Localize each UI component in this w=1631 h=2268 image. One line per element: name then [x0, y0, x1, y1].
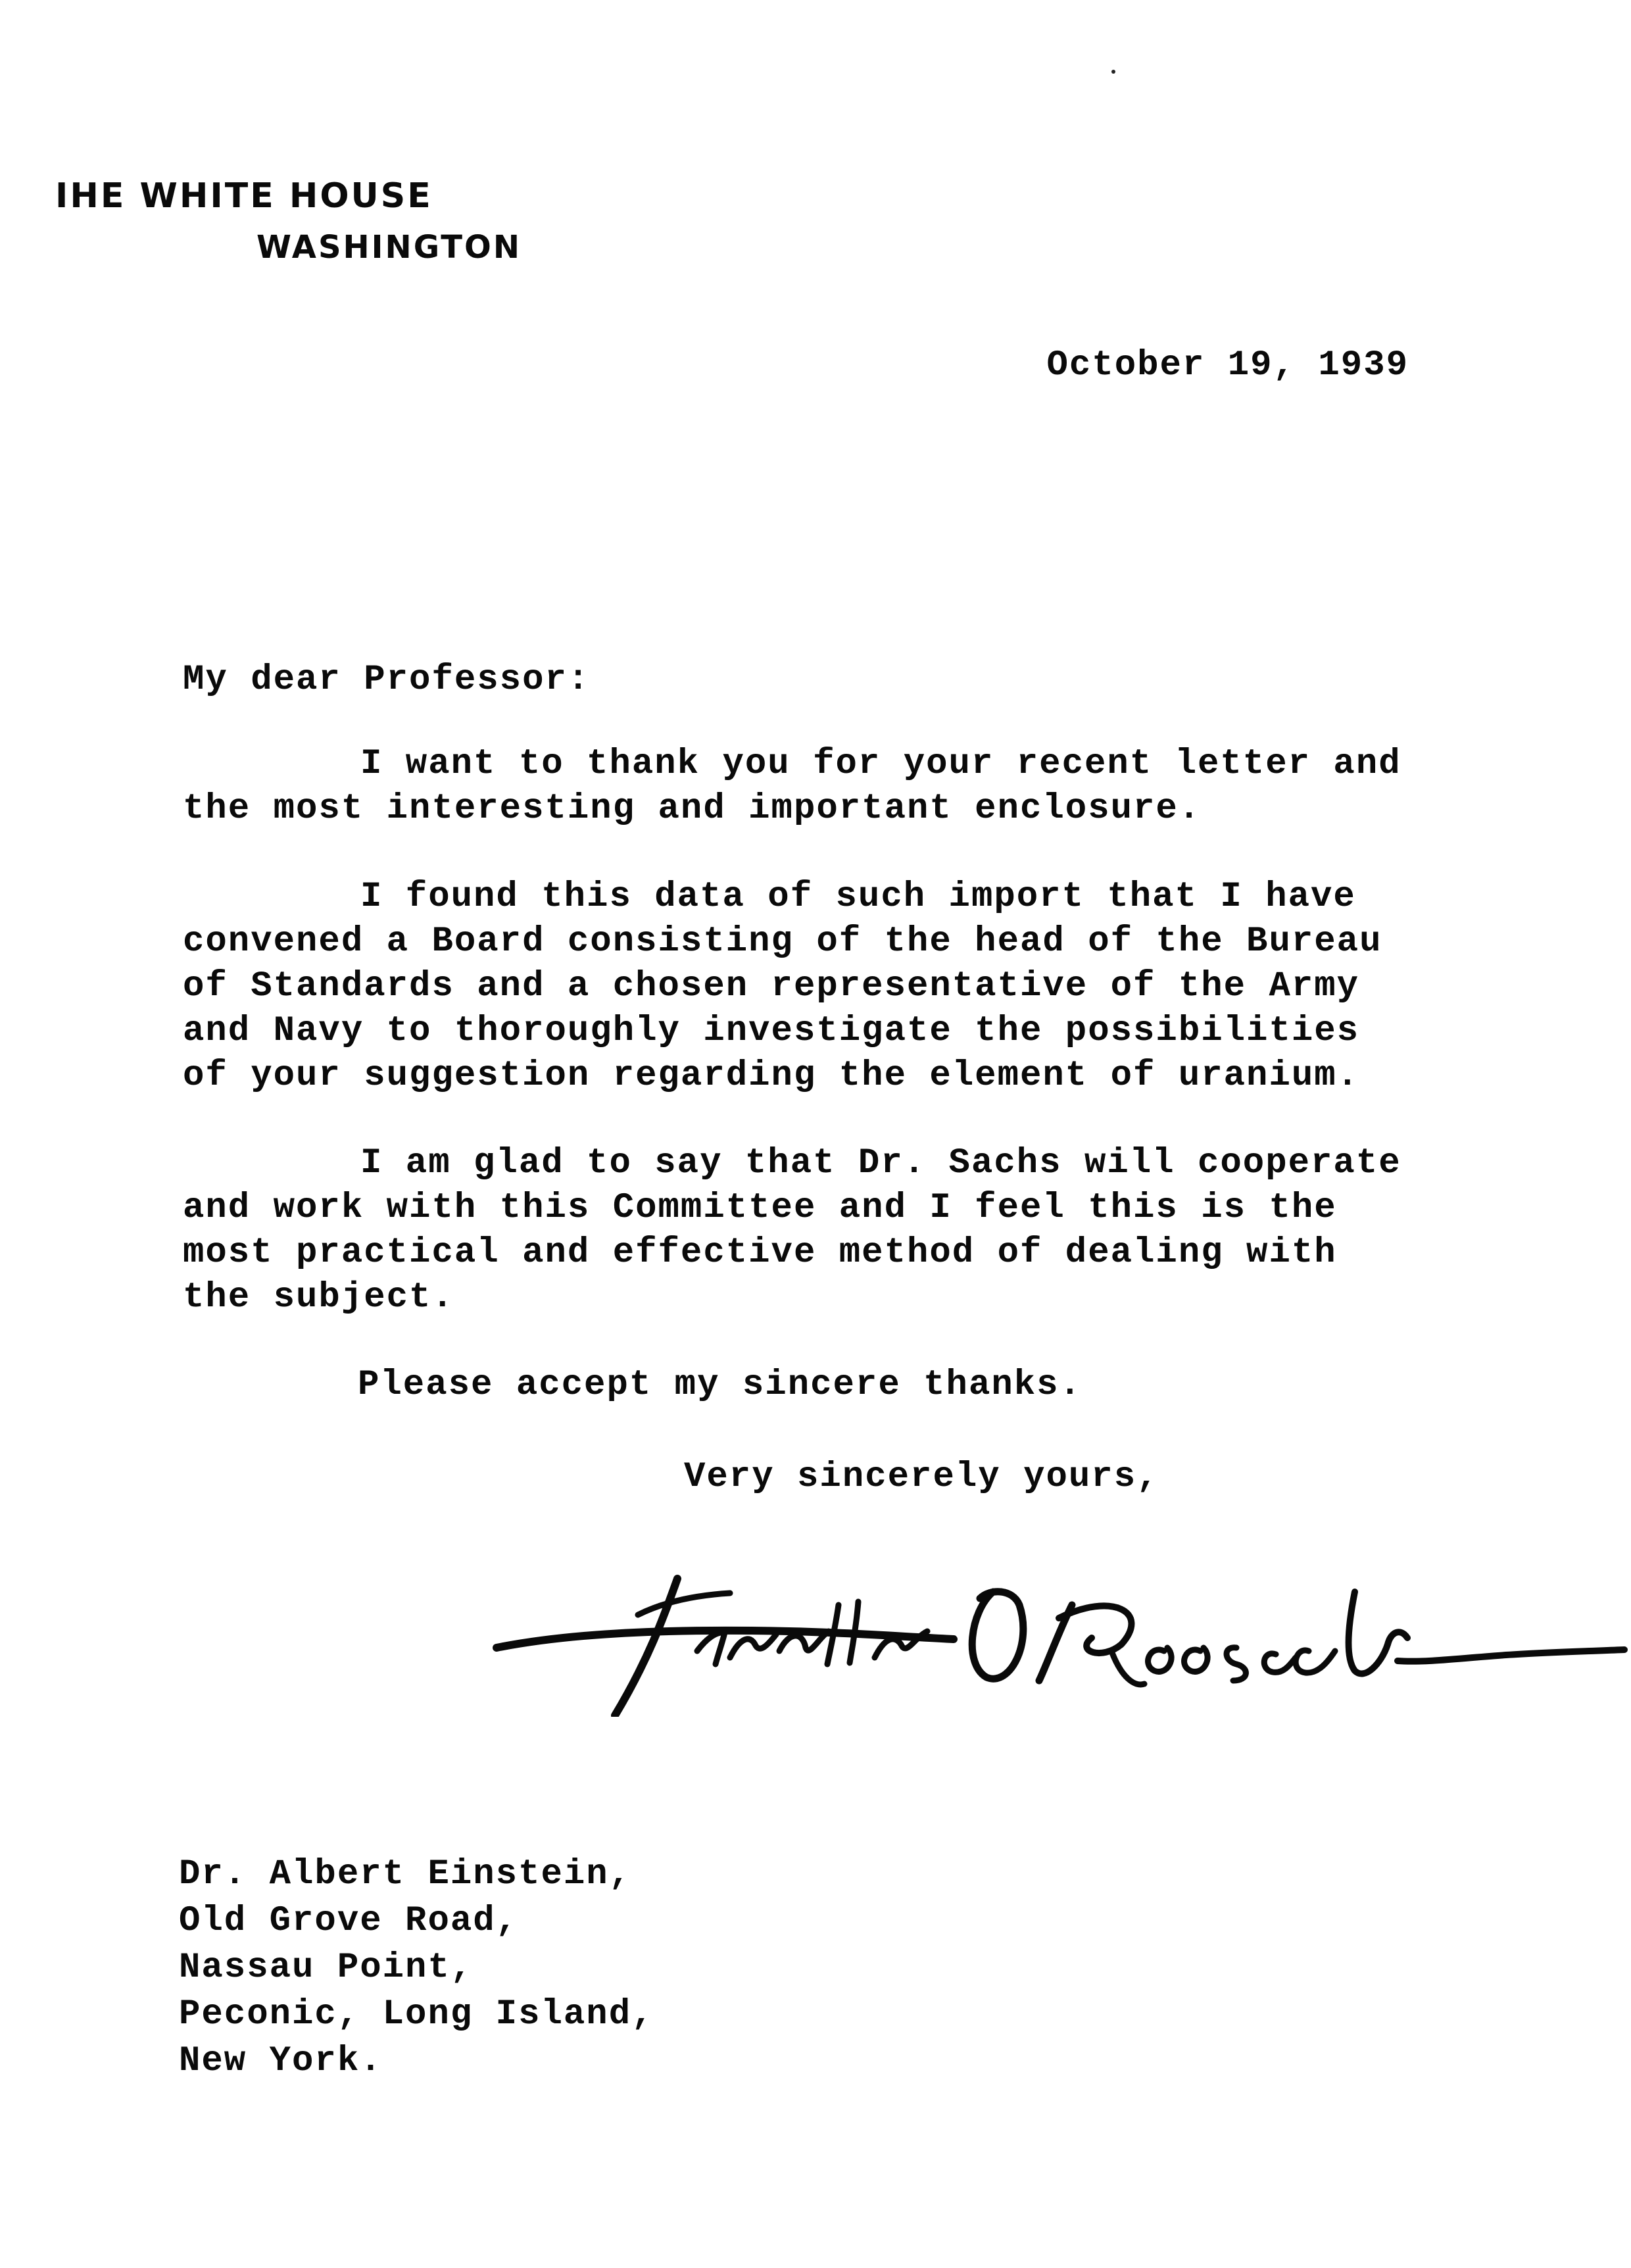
paragraph-line: I found this data of such import that I have — [360, 877, 1356, 917]
paragraph-line: most practical and effective method of dealing with — [183, 1233, 1337, 1273]
paragraph-line: of your suggestion regarding the element of uranium. — [183, 1056, 1360, 1096]
address-line: Old Grove Road, — [179, 1901, 519, 1941]
paragraph-line: and work with this Committee and I feel this is the — [183, 1188, 1337, 1228]
address-line: Dr. Albert Einstein, — [179, 1854, 632, 1894]
paragraph-line: and Navy to thoroughly investigate the possibilities — [183, 1011, 1360, 1051]
recipient-address — [179, 1851, 654, 2084]
paragraph-line: the most interesting and important enclosure. — [183, 789, 1202, 829]
handwritten-signature — [480, 1565, 1631, 1717]
paragraph-line: I am glad to say that Dr. Sachs will cooperate — [360, 1143, 1401, 1183]
letterhead-city: WASHINGTON — [256, 229, 522, 266]
paragraph-line: the subject. — [183, 1277, 454, 1318]
letterhead-title: IHE WHITE HOUSE — [55, 176, 433, 216]
address-line: Nassau Point, — [179, 1948, 474, 1988]
paragraph-line: convened a Board consisting of the head of the Bureau — [183, 922, 1382, 962]
paragraph-sachs-cooperation — [183, 1141, 1401, 1320]
address-line: New York. — [179, 2041, 383, 2081]
address-line: Peconic, Long Island, — [179, 1994, 654, 2034]
closing-thanks: Please accept my sincere thanks. — [358, 1365, 1082, 1405]
letter-date: October 19, 1939 — [1046, 345, 1409, 385]
salutation: My dear Professor: — [183, 660, 591, 700]
stray-ink-mark — [1111, 70, 1115, 74]
paragraph-thanks-for-letter — [183, 742, 1401, 831]
paragraph-board-convened — [183, 875, 1382, 1098]
paragraph-line: of Standards and a chosen representative of the Army — [183, 966, 1360, 1006]
paragraph-line: I want to thank you for your recent letter and — [360, 744, 1401, 784]
complimentary-close: Very sincerely yours, — [684, 1457, 1159, 1497]
